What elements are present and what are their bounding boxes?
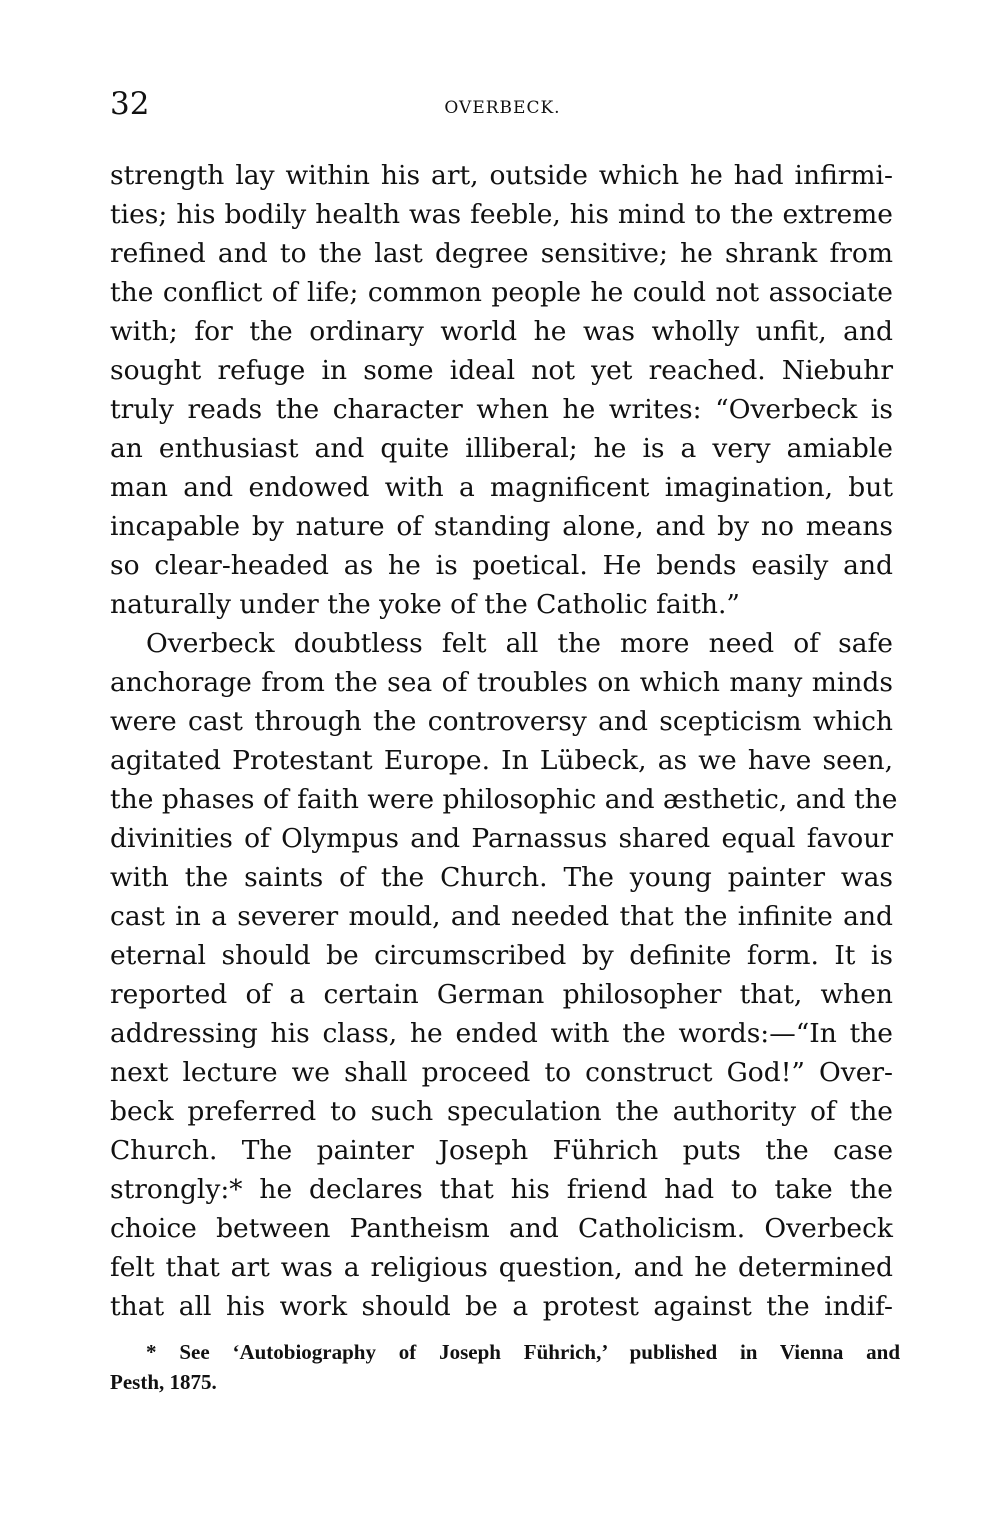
text-line: so clear-headed as he is poetical. He bends easily and bbox=[110, 550, 893, 581]
page-header bbox=[110, 86, 895, 126]
body-text bbox=[110, 156, 898, 1326]
running-head: OVERBECK. bbox=[444, 98, 561, 118]
text-line: Overbeck doubtless felt all the more need of safe bbox=[146, 628, 893, 659]
text-line: beck preferred to such speculation the authority of the bbox=[110, 1096, 893, 1127]
text-line: agitated Protestant Europe. In Lübeck, as we have seen, bbox=[110, 745, 893, 776]
text-line: strongly:* he declares that his friend had to take the bbox=[110, 1174, 893, 1205]
text-line: sought refuge in some ideal not yet reached. Niebuhr bbox=[110, 355, 893, 386]
text-line: ties; his bodily health was feeble, his mind to the extreme bbox=[110, 199, 893, 230]
text-line: the phases of faith were philosophic and æsthetic, and the bbox=[110, 784, 898, 815]
page-number: 32 bbox=[110, 86, 150, 122]
text-line: reported of a certain German philosopher that, when bbox=[110, 979, 893, 1010]
text-line: with the saints of the Church. The young painter was bbox=[110, 862, 893, 893]
text-line: were cast through the controversy and scepticism which bbox=[110, 706, 893, 737]
text-line: man and endowed with a magnificent imagination, but bbox=[110, 472, 893, 503]
text-line: anchorage from the sea of troubles on which many minds bbox=[110, 667, 893, 698]
text-line: next lecture we shall proceed to construct God!” Over- bbox=[110, 1057, 893, 1088]
text-line: eternal should be circumscribed by definite form. It is bbox=[110, 940, 893, 971]
footnote bbox=[110, 1337, 900, 1397]
text-line: cast in a severer mould, and needed that the infinite and bbox=[110, 901, 893, 932]
text-line: truly reads the character when he writes: “Overbeck is bbox=[110, 394, 893, 425]
text-line: divinities of Olympus and Parnassus shared equal favour bbox=[110, 823, 893, 854]
paragraph-1 bbox=[110, 156, 893, 624]
text-line: an enthusiast and quite illiberal; he is a very amiable bbox=[110, 433, 893, 464]
text-line: incapable by nature of standing alone, and by no means bbox=[110, 511, 893, 542]
text-line: refined and to the last degree sensitive; he shrank from bbox=[110, 238, 893, 269]
text-line: felt that art was a religious question, and he determined bbox=[110, 1252, 893, 1283]
footnote-line: Pesth, 1875. bbox=[110, 1370, 217, 1394]
text-line: that all his work should be a protest against the indif- bbox=[110, 1291, 893, 1322]
text-line: naturally under the yoke of the Catholic faith.” bbox=[110, 589, 740, 620]
text-line: strength lay within his art, outside which he had infirmi- bbox=[110, 160, 893, 191]
text-line: choice between Pantheism and Catholicism. Overbeck bbox=[110, 1213, 893, 1244]
footnote-line: * See ‘Autobiography of Joseph Führich,’ published in Vienna and bbox=[146, 1340, 900, 1364]
text-line: Church. The painter Joseph Führich puts the case bbox=[110, 1135, 893, 1166]
text-line: addressing his class, he ended with the words:—“In the bbox=[110, 1018, 893, 1049]
text-line: the conflict of life; common people he could not associate bbox=[110, 277, 893, 308]
paragraph-2 bbox=[110, 624, 898, 1326]
text-line: with; for the ordinary world he was wholly unfit, and bbox=[110, 316, 893, 347]
